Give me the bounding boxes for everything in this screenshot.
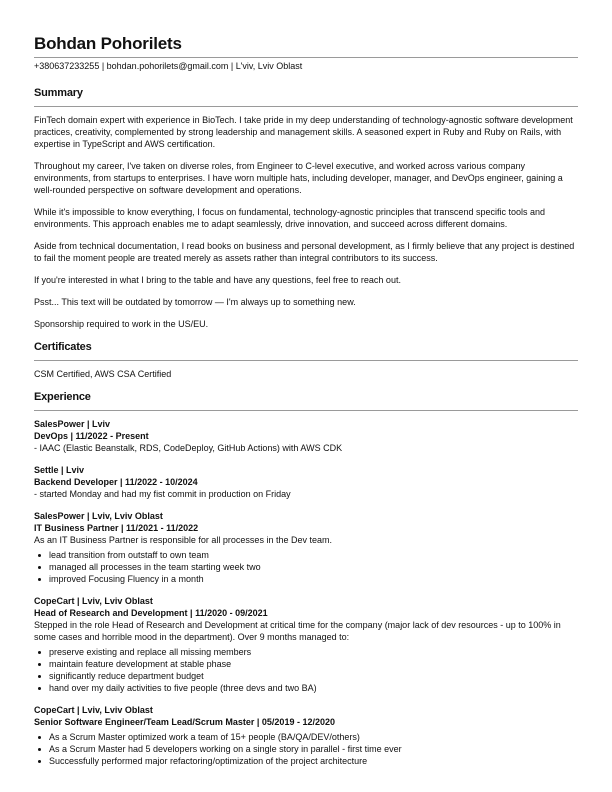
candidate-name: Bohdan Pohorilets — [34, 34, 182, 53]
bullet-item: As a Scrum Master optimized work a team of 15+ people (BA/QA/DEV/others) — [49, 731, 578, 743]
bullet-item: As a Scrum Master had 5 developers working on a single story in parallel - first time ever — [49, 743, 578, 755]
experience-entry — [34, 704, 578, 767]
description: - IAAC (Elastic Beanstalk, RDS, CodeDeploy, GitHub Actions) with AWS CDK — [34, 443, 343, 453]
resume-page — [34, 34, 578, 777]
role-and-dates: Backend Developer | 11/2022 - 10/2024 — [34, 477, 198, 487]
summary-paragraph: Psst... This text will be outdated by tomorrow — I'm always up to something new. — [34, 297, 356, 307]
role-and-dates: DevOps | 11/2022 - Present — [34, 431, 149, 441]
divider — [34, 410, 578, 411]
experience-entry — [34, 464, 578, 500]
company: Settle | Lviv — [34, 465, 85, 475]
section-title-certificates: Certificates — [34, 341, 92, 353]
bullet-list — [34, 646, 578, 694]
company: SalesPower | Lviv, Lviv Oblast — [34, 511, 163, 521]
description: - started Monday and had my fist commit in production on Friday — [34, 489, 291, 499]
contact-info: +380637233255 | bohdan.pohorilets@gmail.com | L'viv, Lviv Oblast — [34, 61, 303, 71]
role-and-dates: Senior Software Engineer/Team Lead/Scrum Master | 05/2019 - 12/2020 — [34, 717, 335, 727]
experience-entry — [34, 595, 578, 694]
bullet-item: hand over my daily activities to five people (three devs and two BA) — [49, 682, 578, 694]
company: CopeCart | Lviv, Lviv Oblast — [34, 596, 153, 606]
divider — [34, 106, 578, 107]
summary-section — [34, 114, 578, 330]
bullet-item: significantly reduce department budget — [49, 670, 578, 682]
summary-paragraph: Aside from technical documentation, I read books on business and personal development, as I firmly believe that any project is destined to fail the moment people are treated merely as assets rather than integral contributors to its success. — [34, 241, 575, 263]
company: CopeCart | Lviv, Lviv Oblast — [34, 705, 153, 715]
role-and-dates: IT Business Partner | 11/2021 - 11/2022 — [34, 523, 199, 533]
summary-paragraph: While it's impossible to know everything, I focus on fundamental, technology-agnostic principles that transcend specific tools and environments. This approach enables me to adapt seamlessly, drive innovation, and succeed across different domains. — [34, 207, 545, 229]
bullet-item: managed all processes in the team starting week two — [49, 561, 578, 573]
summary-paragraph: Throughout my career, I've taken on diverse roles, from Engineer to C-level executive, and worked across various company environments, from startups to enterprises. I have worn multiple hats, including developer, manager, and DevOps engineer, gaining a well-rounded perspective on software development and operations. — [34, 161, 563, 195]
bullet-item: preserve existing and replace all missing members — [49, 646, 578, 658]
role-and-dates: Head of Research and Development | 11/2020 - 09/2021 — [34, 608, 268, 618]
summary-paragraph: FinTech domain expert with experience in BioTech. I take pride in my deep understanding of technology-agnostic software development practices, creativity, complemented by strong leadership and management skills. A seasoned expert in Ruby and Ruby on Rails, with expertise in TypeScript and AWS certification. — [34, 115, 573, 149]
experience-entry — [34, 510, 578, 585]
certificates-text: CSM Certified, AWS CSA Certified — [34, 369, 172, 379]
experience-entry — [34, 418, 578, 454]
bullet-item: improved Focusing Fluency in a month — [49, 573, 578, 585]
bullet-item: Successfully performed major refactoring/optimization of the project architecture — [49, 755, 578, 767]
bullet-list — [34, 549, 578, 585]
bullet-item: lead transition from outstaff to own team — [49, 549, 578, 561]
section-title-experience: Experience — [34, 391, 91, 403]
divider — [34, 360, 578, 361]
company: SalesPower | Lviv — [34, 419, 111, 429]
description: As an IT Business Partner is responsible for all processes in the Dev team. — [34, 535, 332, 545]
experience-section — [34, 418, 578, 767]
summary-paragraph: If you're interested in what I bring to the table and have any questions, feel free to reach out. — [34, 275, 401, 285]
divider — [34, 57, 578, 58]
bullet-list — [34, 731, 578, 767]
section-title-summary: Summary — [34, 87, 83, 99]
description: Stepped in the role Head of Research and Development at critical time for the company (major lack of dev resources - up to 100% in some cases and horrible mood in the department). Over 9 months managed to: — [34, 620, 561, 642]
bullet-item: maintain feature development at stable phase — [49, 658, 578, 670]
summary-paragraph: Sponsorship required to work in the US/EU. — [34, 319, 209, 329]
